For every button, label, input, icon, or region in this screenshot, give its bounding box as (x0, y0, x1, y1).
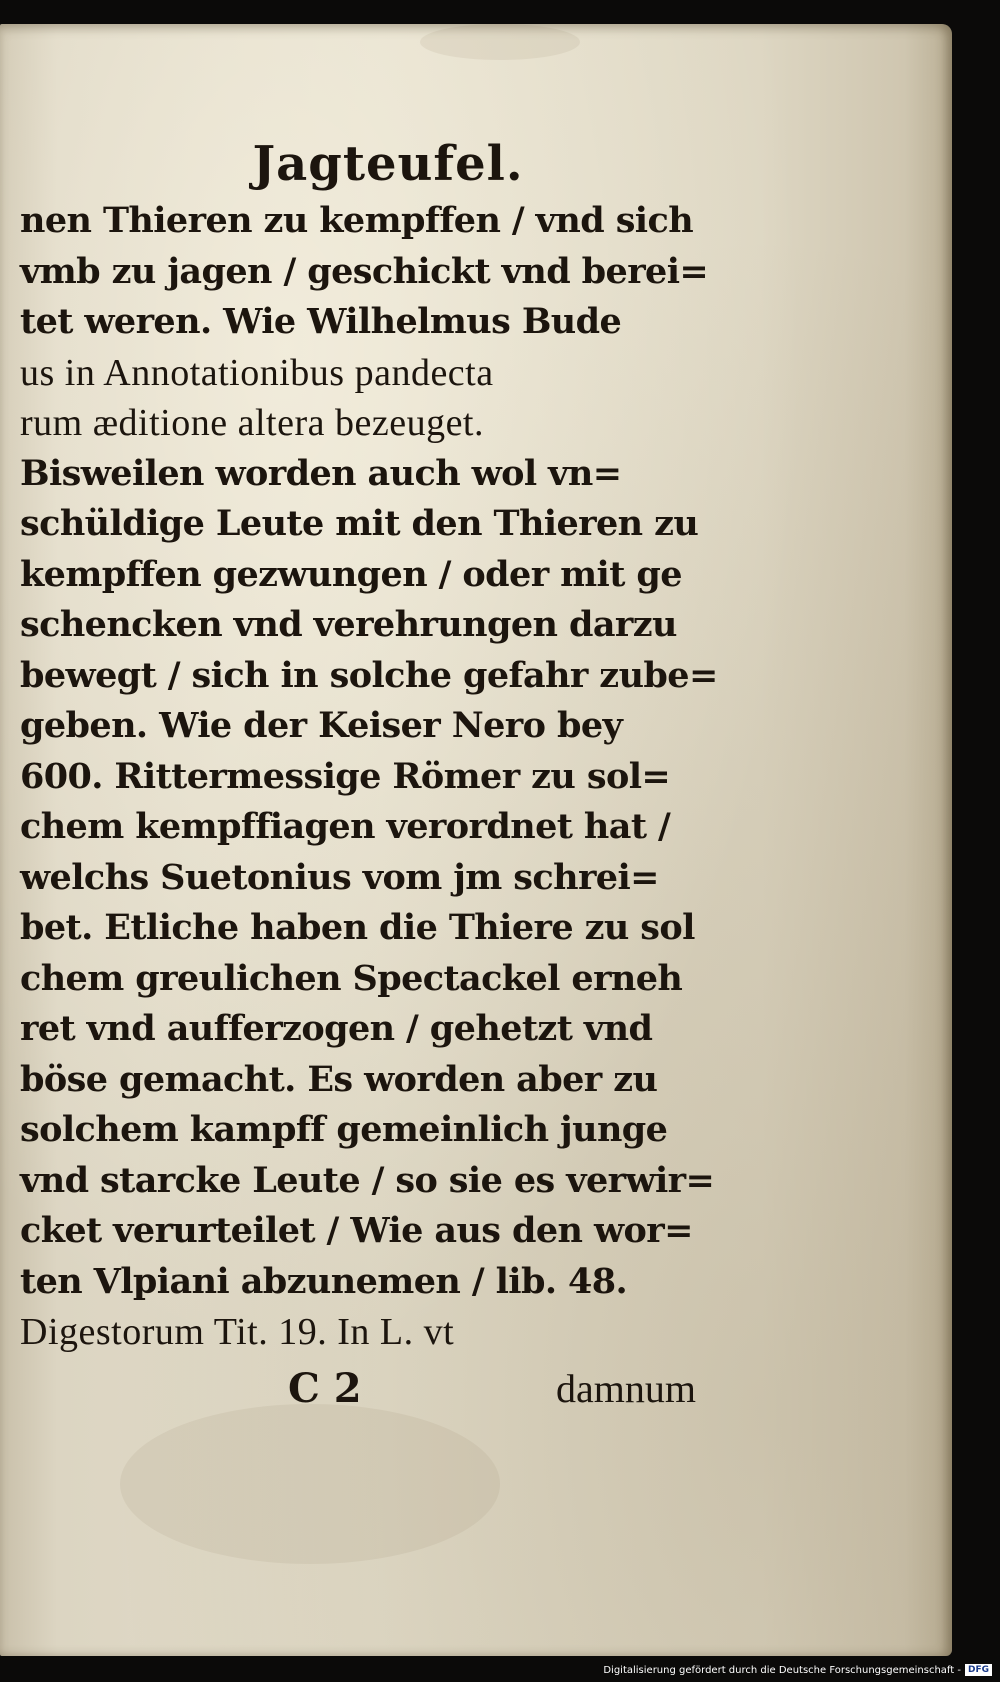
text-line: us in Annotationibus pandecta (20, 351, 494, 394)
text-line: nen Thieren zu kempffen / vnd sich (20, 200, 694, 241)
text-line: welchs Suetonius vom jm schrei= (20, 856, 659, 898)
signature-mark: C 2 (288, 1364, 362, 1412)
text-line: cket verurteilet / Wie aus den wor= (20, 1210, 693, 1251)
text-line: bet. Etliche haben die Thiere zu sol (20, 907, 695, 948)
body-text (20, 196, 718, 1358)
text-line: schüldige Leute mit den Thieren zu (20, 503, 699, 544)
text-line: Bisweilen worden auch wol vn= (20, 452, 622, 494)
book-page (0, 24, 952, 1656)
catchword: damnum (556, 1365, 696, 1411)
text-line: tet weren. Wie Wilhelmus Bude (20, 301, 622, 342)
page-stain (120, 1404, 500, 1564)
text-line: vnd starcke Leute / so sie es verwir= (20, 1159, 715, 1201)
page-text (20, 132, 718, 1418)
page-footer (20, 1360, 696, 1418)
text-line: rum æditione altera bezeuget. (20, 402, 484, 444)
page-stain (420, 24, 580, 60)
dfg-logo: DFG (965, 1664, 992, 1676)
text-line: kempffen gezwungen / oder mit ge (20, 553, 682, 595)
text-line: ten Vlpiani abzunemen / lib. 48. (20, 1260, 628, 1302)
credit-text: Digitalisierung gefördert durch die Deutsche Forschungsgemeinschaft - (603, 1664, 961, 1676)
text-line: geben. Wie der Keiser Nero bey (20, 705, 623, 746)
text-line: chem greulichen Spectackel erneh (20, 957, 683, 999)
text-line: chem kempffiagen verordnet hat / (20, 806, 671, 847)
text-line: böse gemacht. Es worden aber zu (20, 1058, 658, 1100)
text-line: ret vnd aufferzogen / gehetzt vnd (20, 1008, 653, 1049)
text-line: schencken vnd verehrungen darzu (20, 604, 677, 645)
running-head: Jagteufel. (252, 136, 524, 192)
text-line: solchem kampff gemeinlich junge (20, 1109, 668, 1150)
funding-credit (603, 1664, 992, 1676)
text-line: 600. Rittermessige Römer zu sol= (20, 755, 671, 797)
text-line: vmb zu jagen / geschickt vnd berei= (20, 250, 709, 292)
text-line: bewegt / sich in solche gefahr zube= (20, 654, 718, 696)
text-line: Digestorum Tit. 19. In L. vt (20, 1311, 455, 1353)
